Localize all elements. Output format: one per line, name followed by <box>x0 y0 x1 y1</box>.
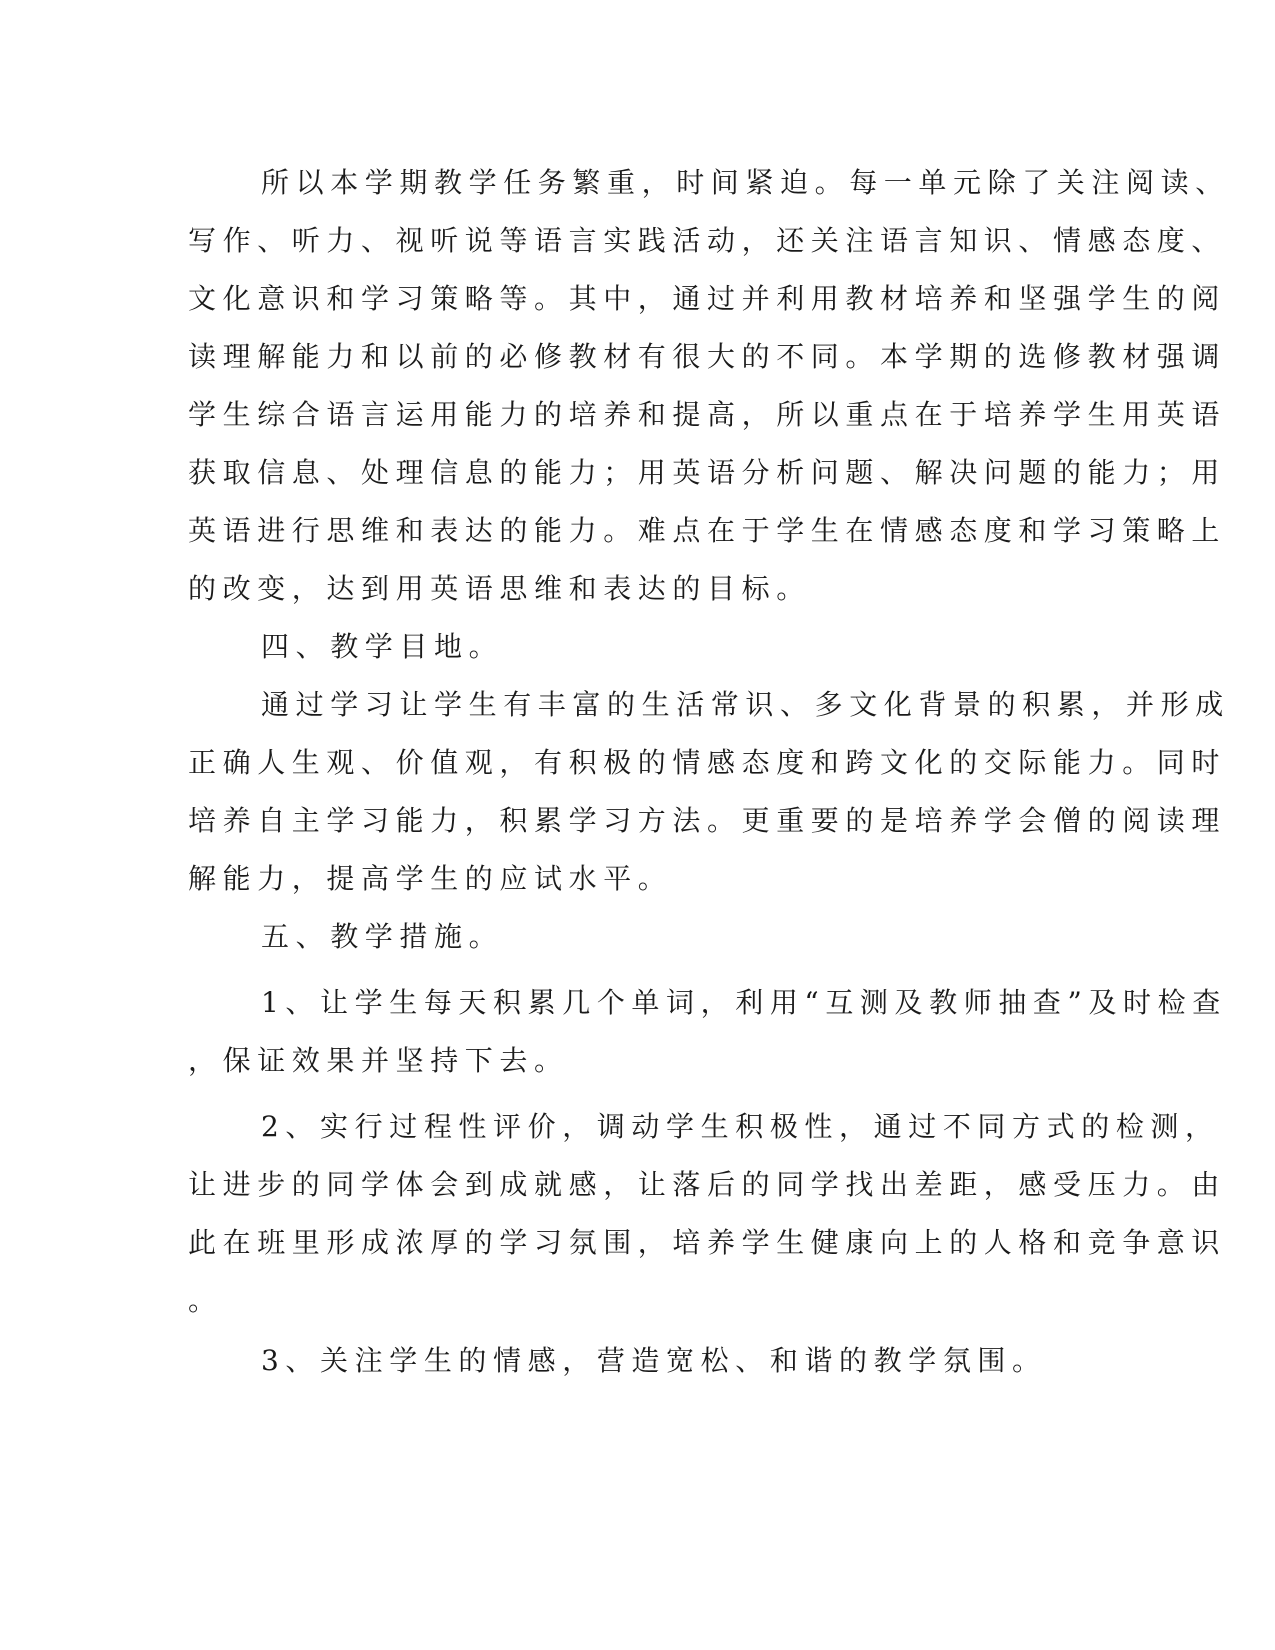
list-item-line: 1、让学生每天积累几个单词，利用“互测及教师抽查”及时检查 <box>261 986 1227 1019</box>
paragraph-line: 正确人生观、价值观，有积极的情感态度和跨文化的交际能力。同时 <box>188 746 1227 779</box>
list-item-line: 。 <box>188 1284 223 1317</box>
section-heading: 四、教学目地。 <box>261 630 504 663</box>
list-item-line: ，保证效果并坚持下去。 <box>188 1044 569 1077</box>
paragraph-line: 解能力，提高学生的应试水平。 <box>188 862 673 895</box>
paragraph-line: 学生综合语言运用能力的培养和提高，所以重点在于培养学生用英语 <box>188 398 1227 431</box>
paragraph-line: 的改变，达到用英语思维和表达的目标。 <box>188 572 811 605</box>
list-item-line: 3、关注学生的情感，营造宽松、和谐的教学氛围。 <box>261 1344 1047 1377</box>
paragraph-line: 写作、听力、视听说等语言实践活动，还关注语言知识、情感态度、 <box>188 224 1227 257</box>
paragraph-line: 英语进行思维和表达的能力。难点在于学生在情感态度和学习策略上 <box>188 514 1227 547</box>
paragraph-line: 所以本学期教学任务繁重，时间紧迫。每一单元除了关注阅读、 <box>261 166 1230 199</box>
list-item-line: 2、实行过程性评价，调动学生积极性，通过不同方式的检测， <box>261 1110 1220 1143</box>
section-heading: 五、教学措施。 <box>261 920 504 953</box>
list-item-line: 让进步的同学体会到成就感，让落后的同学找出差距，感受压力。由 <box>188 1168 1227 1201</box>
paragraph-line: 通过学习让学生有丰富的生活常识、多文化背景的积累，并形成 <box>261 688 1230 721</box>
paragraph-line: 获取信息、处理信息的能力；用英语分析问题、解决问题的能力；用 <box>188 456 1227 489</box>
paragraph-line: 读理解能力和以前的必修教材有很大的不同。本学期的选修教材强调 <box>188 340 1227 373</box>
list-item-line: 此在班里形成浓厚的学习氛围，培养学生健康向上的人格和竞争意识 <box>188 1226 1227 1259</box>
paragraph-line: 文化意识和学习策略等。其中，通过并利用教材培养和坚强学生的阅 <box>188 282 1227 315</box>
paragraph-line: 培养自主学习能力，积累学习方法。更重要的是培养学会僧的阅读理 <box>188 804 1227 837</box>
